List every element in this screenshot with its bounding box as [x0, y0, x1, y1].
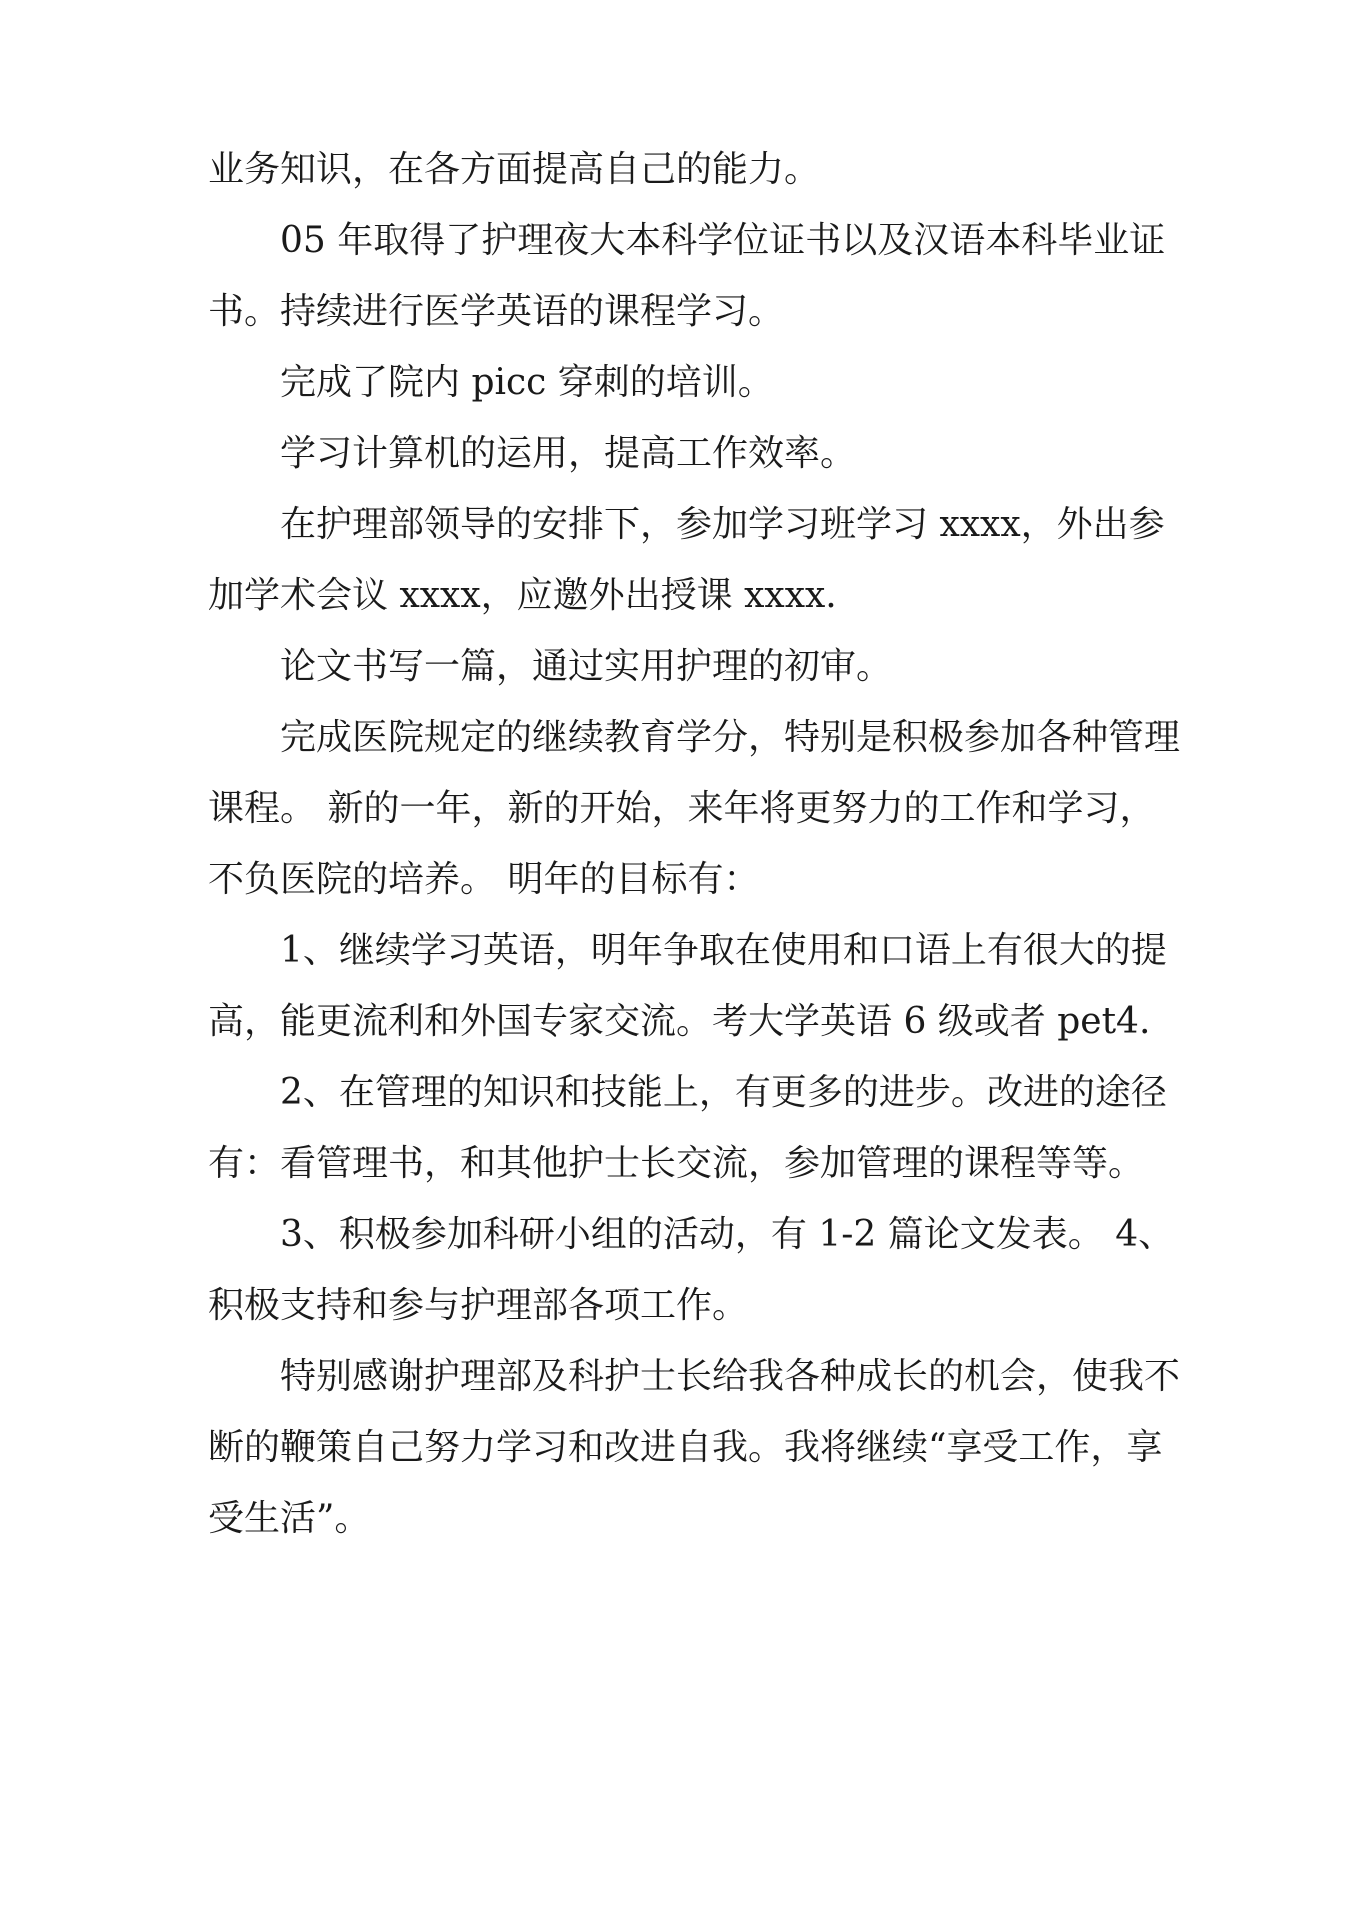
paragraph-continued: 业务知识，在各方面提高自己的能力。 — [208, 149, 821, 190]
paragraph-education-credits: 完成医院规定的继续教育学分，特别是积极参加各种管理课程。 新的一年，新的开始，来年将更努力的工作和学习，不负医院的培养。 明年的目标有： — [208, 717, 1181, 900]
paragraph-computer: 学习计算机的运用，提高工作效率。 — [280, 433, 857, 474]
paragraph-thesis: 论文书写一篇，通过实用护理的初审。 — [280, 646, 893, 687]
paragraph-degree: 05 年取得了护理夜大本科学位证书以及汉语本科毕业证书。持续进行医学英语的课程学习。 — [208, 220, 1166, 332]
document-body — [208, 134, 1188, 1554]
paragraph-goal-2: 2、在管理的知识和技能上，有更多的进步。改进的途径有：看管理书，和其他护士长交流，参加管理的课程等等。 — [208, 1072, 1167, 1184]
paragraph-picc-training: 完成了院内 picc 穿刺的培训。 — [280, 362, 774, 403]
paragraph-thanks: 特别感谢护理部及科护士长给我各种成长的机会，使我不断的鞭策自己努力学习和改进自我。我将继续“享受工作，享受生活”。 — [208, 1356, 1181, 1539]
paragraph-study-classes: 在护理部领导的安排下，参加学习班学习 xxxx，外出参加学术会议 xxxx，应邀外出授课 xxxx. — [208, 504, 1165, 616]
paragraph-goal-1: 1、继续学习英语，明年争取在使用和口语上有很大的提高，能更流利和外国专家交流。考大学英语 6 级或者 pet4. — [208, 930, 1167, 1042]
paragraph-goal-3-4: 3、积极参加科研小组的活动，有 1-2 篇论文发表。 4、积极支持和参与护理部各项工作。 — [208, 1214, 1175, 1326]
